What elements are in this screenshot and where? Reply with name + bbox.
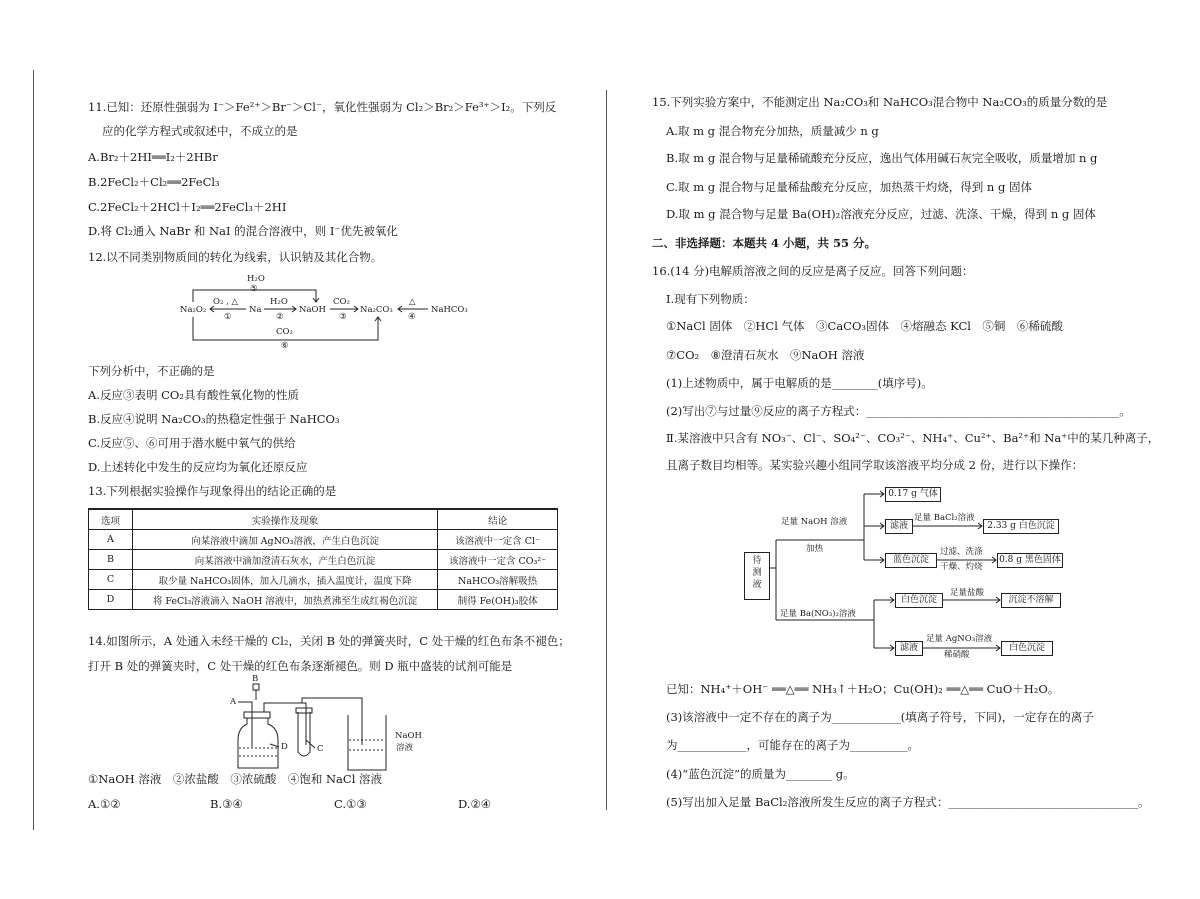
flow-white-ppt-1: 2.33 g 白色沉淀	[983, 519, 1059, 534]
flow-start-box	[744, 552, 770, 600]
flow-wash-label-1: 过滤、洗涤	[940, 547, 983, 557]
flow-bacl2-label: 足量 BaCl₂溶液	[914, 513, 975, 523]
diagram-naoh: NaOH	[299, 305, 326, 315]
flow-filtrate-box: 滤液	[885, 519, 913, 534]
q16-question-5: (5)写出加入足量 BaCl₂溶液所发生反应的离子方程式：_________________________________。	[666, 795, 1150, 809]
flow-insoluble-box: 沉淀不溶解	[1001, 593, 1061, 608]
table-header-operation: 实验操作及现象	[132, 509, 437, 530]
q16-part2-line1: Ⅱ.某溶液中只含有 NO₃⁻、Cl⁻、SO₄²⁻、CO₃²⁻、NH₄⁺、Cu²⁺、Ba²⁺和 Na⁺中的某几种离子，	[666, 431, 1160, 445]
table-cell-conclusion: 制得 Fe(OH)₃胶体	[438, 590, 558, 610]
q14-option-c: C.①③	[334, 797, 367, 811]
diagram-num-5: ⑤	[250, 284, 258, 294]
table-header-option: 选项	[89, 509, 133, 530]
q11-option-a: A.Br₂＋2HI══I₂＋2HBr	[88, 150, 218, 164]
table-cell-option: A	[89, 530, 133, 550]
flow-start-char: 液	[752, 580, 762, 590]
diagram-nahco3: NaHCO₃	[431, 305, 468, 315]
table-cell-conclusion: NaHCO₃溶解吸热	[438, 570, 558, 590]
table-cell-option: C	[89, 570, 133, 590]
q16-part2-line2: 且离子数目均相等。某实验兴趣小组同学取该溶液平均分成 2 份，进行以下操作：	[666, 458, 1084, 472]
q14-reagents: ①NaOH 溶液 ②浓盐酸 ③浓硫酸 ④饱和 NaCl 溶液	[88, 772, 383, 786]
flow-black-solid-box: 0.8 g 黑色固体	[997, 553, 1063, 568]
q15-option-a: A.取 m g 混合物充分加热，质量减少 n g	[666, 124, 879, 138]
flow-blue-ppt-box: 蓝色沉淀	[885, 553, 937, 568]
q16-question-2: (2)写出⑦与过量⑨反应的离子方程式：____________________________________________。	[666, 404, 1131, 418]
flow-filtrate2-box: 滤液	[895, 641, 923, 656]
q16-stem: 16.(14 分)电解质溶液之间的反应是离子反应。回答下列问题：	[652, 264, 974, 278]
table-cell-operation: 向某溶液中滴加 AgNO₃溶液，产生白色沉淀	[132, 530, 437, 550]
diagram-h2o-top: H₂O	[247, 274, 265, 284]
q16-question-1: (1)上述物质中，属于电解质的是________(填序号)。	[666, 376, 933, 390]
table-cell-operation: 取少量 NaHCO₃固体，加入几滴水，插入温度计，温度下降	[132, 570, 437, 590]
flow-white-ppt-3: 白色沉淀	[1001, 641, 1053, 656]
diagram-na2o2: Na₂O₂	[180, 305, 207, 315]
q16-question-4: (4)“蓝色沉淀”的质量为________ g。	[666, 767, 855, 781]
q12-option-b: B.反应④说明 Na₂CO₃的热稳定性强于 NaHCO₃	[88, 412, 340, 426]
flow-hno3-label: 稀硝酸	[944, 650, 970, 660]
q11-option-d: D.将 Cl₂通入 NaBr 和 NaI 的混合溶液中，则 I⁻优先被氧化	[88, 224, 398, 238]
section-heading: 二、非选择题：本题共 4 小题，共 55 分。	[652, 236, 877, 250]
flow-wash-label-2: 干燥、灼烧	[940, 562, 983, 572]
table-cell-conclusion: 该溶液中一定含 CO₃²⁻	[438, 550, 558, 570]
apparatus-label-c: C	[317, 744, 324, 754]
flow-heat-label: 加热	[806, 544, 824, 554]
flow-white-ppt-2: 白色沉淀	[895, 593, 943, 608]
q12-option-d: D.上述转化中发生的反应均为氧化还原反应	[88, 460, 308, 474]
q16-question-3-line1: (3)该溶液中一定不存在的离子为____________(填离子符号，下同)，一定存在的离子	[666, 710, 1094, 724]
q13-stem: 13.下列根据实验操作与现象得出的结论正确的是	[88, 484, 337, 498]
apparatus-label-d: D	[281, 742, 288, 752]
q15-option-b: B.取 m g 混合物与足量稀硫酸充分反应，逸出气体用碱石灰完全吸收，质量增加 n g	[666, 151, 1098, 165]
q14-option-d: D.②④	[458, 797, 492, 811]
diagram-num-3: ③	[339, 312, 347, 322]
table-cell-option: D	[89, 590, 133, 610]
diagram-na: Na	[249, 305, 262, 315]
diagram-heat: △	[409, 297, 416, 307]
table-cell-operation: 将 FeCl₃溶液滴入 NaOH 溶液中，加热煮沸至生成红褐色沉淀	[132, 590, 437, 610]
diagram-num-6: ⑥	[281, 341, 289, 351]
q16-question-3-line2: 为____________，可能存在的离子为__________。	[666, 738, 919, 752]
q16-part1-heading: Ⅰ.现有下列物质：	[666, 292, 755, 306]
diagram-num-4: ④	[408, 312, 416, 322]
q15-option-d: D.取 m g 混合物与足量 Ba(OH)₂溶液充分反应，过滤、洗涤、干燥，得到 n g 固体	[666, 207, 1096, 221]
apparatus-label-b: B	[252, 674, 259, 684]
table-cell-conclusion: 该溶液中一定含 Cl⁻	[438, 530, 558, 550]
q14-stem-line2: 打开 B 处的弹簧夹时，C 处干燥的红色布条逐渐褪色。则 D 瓶中盛装的试剂可能是	[88, 659, 513, 673]
q16-known-info: 已知：NH₄⁺＋OH⁻ ══△══ NH₃↑＋H₂O；Cu(OH)₂ ══△══ CuO＋H₂O。	[666, 682, 1060, 696]
q11-stem-line1: 11.已知：还原性强弱为 I⁻＞Fe²⁺＞Br⁻＞Cl⁻，氧化性强弱为 Cl₂＞Br₂＞Fe³⁺＞I₂。下列反	[88, 100, 557, 114]
q11-stem-line2: 应的化学方程式或叙述中，不成立的是	[102, 124, 298, 138]
q14-option-b: B.③④	[210, 797, 243, 811]
flow-naoh-label: 足量 NaOH 溶液	[781, 517, 848, 527]
flow-start-char: 待	[752, 556, 762, 566]
diagram-num-2: ②	[276, 312, 284, 322]
table-cell-operation: 向某溶液中滴加澄清石灰水，产生白色沉淀	[132, 550, 437, 570]
diagram-na2co3: Na₂CO₃	[360, 305, 393, 315]
diagram-o2-heat: O₂ , △	[213, 297, 239, 307]
table-header-conclusion: 结论	[438, 509, 558, 530]
diagram-num-1: ①	[224, 312, 232, 322]
q11-option-b: B.2FeCl₂＋Cl₂══2FeCl₃	[88, 175, 220, 189]
q12-stem: 12.以不同类别物质间的转化为线索，认识钠及其化合物。	[88, 250, 383, 264]
q15-option-c: C.取 m g 混合物与足量稀盐酸充分反应，加热蒸干灼烧，得到 n g 固体	[666, 180, 1033, 194]
flow-gas-box: 0.17 g 气体	[885, 487, 941, 502]
q12-lead: 下列分析中，不正确的是	[88, 364, 215, 378]
apparatus-label-naoh: NaOH	[395, 731, 422, 741]
q16-substances-line1: ①NaCl 固体 ②HCl 气体 ③CaCO₃固体 ④熔融态 KCl ⑤铜 ⑥稀硫酸	[666, 319, 1063, 333]
q14-option-a: A.①②	[88, 797, 121, 811]
flow-bano3-label: 足量 Ba(NO₃)₂溶液	[780, 609, 856, 619]
table-cell-option: B	[89, 550, 133, 570]
flow-agno3-label: 足量 AgNO₃溶液	[926, 634, 993, 644]
flow-start-char: 测	[752, 568, 762, 578]
q14-stem-line1: 14.如图所示，A 处通入未经干燥的 Cl₂，关闭 B 处的弹簧夹时，C 处干燥的红色布条不褪色；	[88, 634, 570, 648]
apparatus-label-a: A	[230, 697, 237, 707]
q12-option-c: C.反应⑤、⑥可用于潜水艇中氧气的供给	[88, 436, 296, 450]
q16-substances-line2: ⑦CO₂ ⑧澄清石灰水 ⑨NaOH 溶液	[666, 348, 865, 362]
diagram-co2-mid: CO₂	[333, 297, 350, 307]
diagram-co2-bottom: CO₂	[276, 327, 293, 337]
q12-option-a: A.反应③表明 CO₂具有酸性氧化物的性质	[88, 388, 299, 402]
q15-stem: 15.下列实验方案中，不能测定出 Na₂CO₃和 NaHCO₃混合物中 Na₂CO₃的质量分数的是	[652, 95, 1108, 109]
flow-hcl-label: 足量盐酸	[950, 588, 985, 598]
q11-option-c: C.2FeCl₂＋2HCl＋I₂══2FeCl₃＋2HI	[88, 200, 287, 214]
diagram-h2o-mid: H₂O	[270, 297, 288, 307]
apparatus-label-solution: 溶液	[396, 743, 414, 753]
